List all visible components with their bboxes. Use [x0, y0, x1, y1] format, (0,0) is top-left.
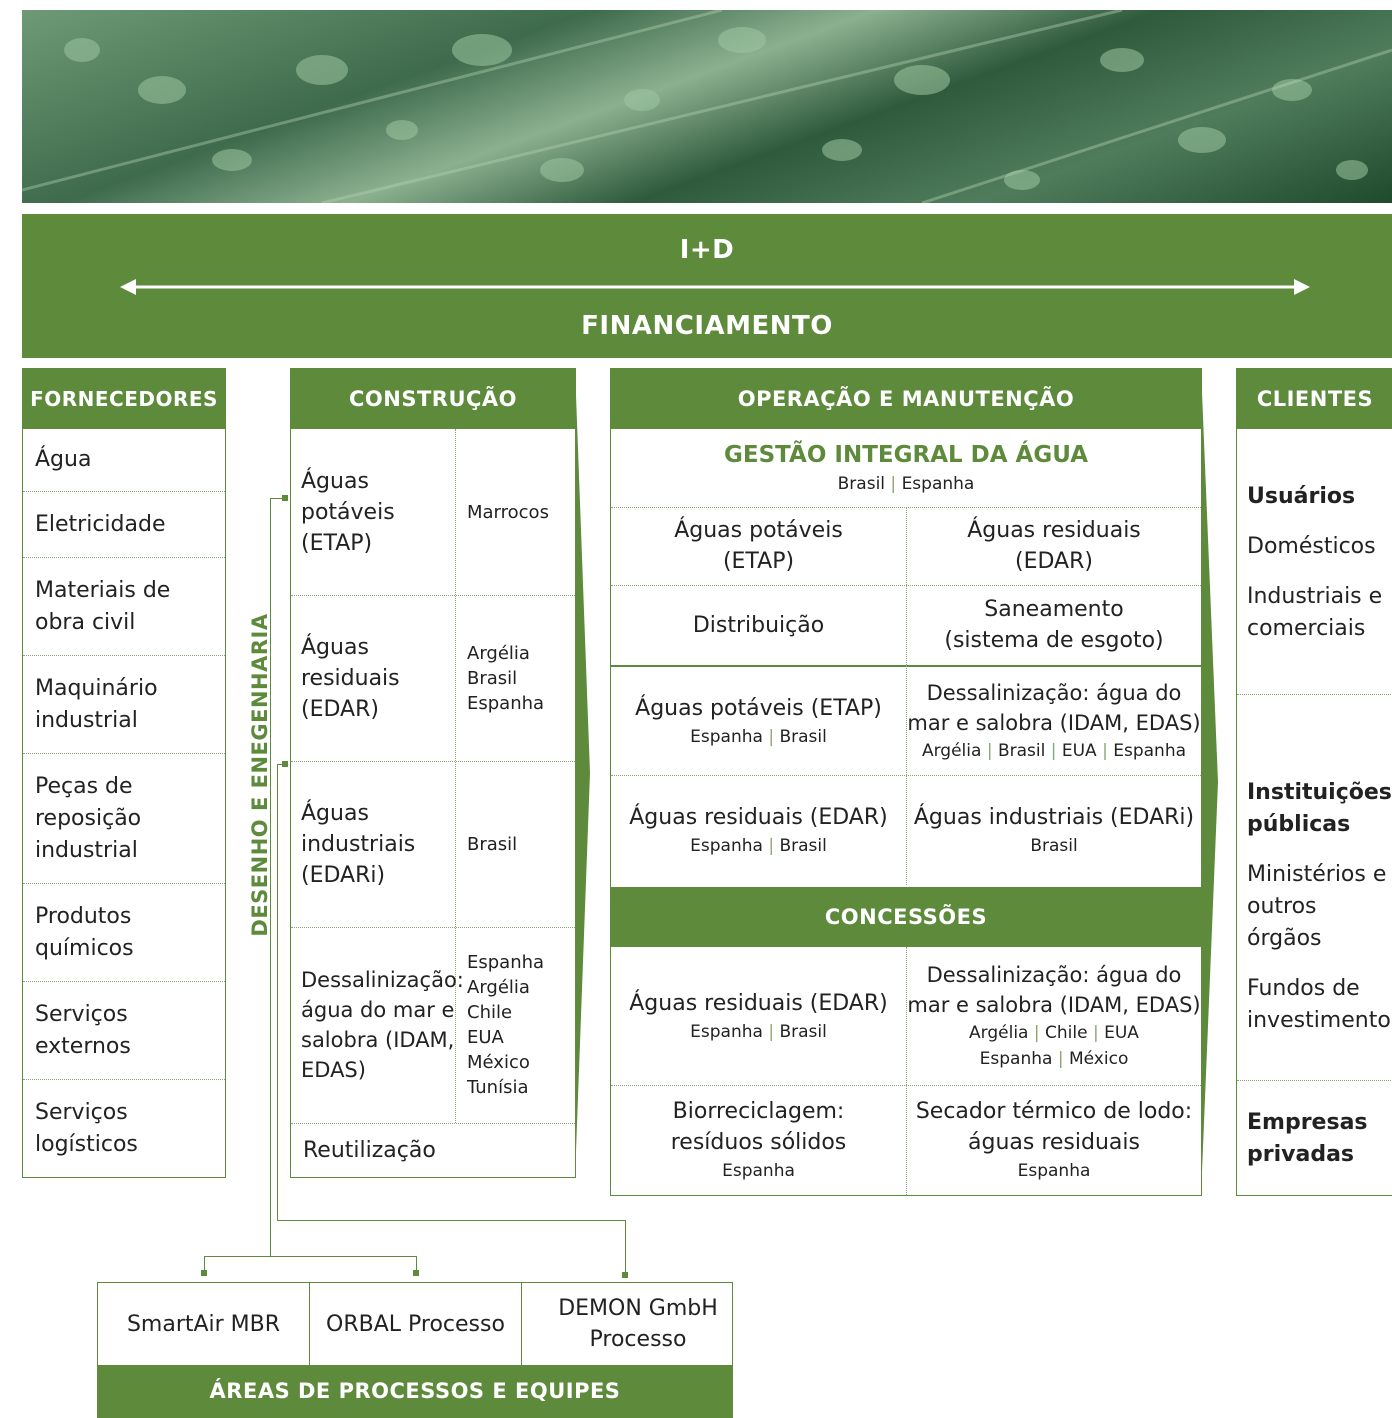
country: México — [1068, 1049, 1129, 1069]
process-item: SmartAir MBR — [126, 1311, 281, 1337]
list-item: Materiais de obra civil — [23, 557, 225, 656]
connector-line — [270, 498, 271, 1256]
concessions-row2-right — [907, 1085, 1201, 1195]
connector-dot — [413, 1270, 419, 1276]
concessions-row1-left: Águas residuais (EDAR) Espanha | Brasil — [611, 947, 906, 1085]
list-item: Peças de reposição industrial — [23, 753, 225, 884]
country: Brasil — [997, 741, 1046, 761]
integral-water-block: GESTÃO INTEGRAL DA ÁGUA Brasil | Espanha — [611, 429, 1201, 507]
om-sanitation-cell: Saneamento (sistema de esgoto) — [944, 597, 1164, 653]
integral-water-title: GESTÃO INTEGRAL DA ÁGUA — [723, 442, 1089, 468]
processes-title: ÁREAS DE PROCESSOS E EQUIPES — [98, 1365, 732, 1417]
clients-panel — [1236, 368, 1392, 1196]
construction-row-countries: Brasil — [467, 833, 518, 855]
rd-label: I+D — [679, 235, 735, 265]
service-name: Secador térmico de lodo: águas residuais — [915, 1099, 1193, 1155]
om-potable-cell: Águas potáveis (ETAP) — [674, 518, 843, 574]
client-group-heading: Usuários — [1247, 484, 1356, 509]
list-item: Maquinário industrial — [23, 655, 225, 754]
connector-line — [277, 764, 278, 1220]
service-name: Águas residuais (EDAR) — [629, 990, 888, 1016]
country: Brasil — [837, 474, 886, 494]
construction-row-countries: Espanha Argélia Chile EUA México Tunísia — [467, 952, 545, 1098]
connector-line — [625, 1220, 626, 1274]
concessions-row2-left — [611, 1085, 906, 1195]
service-name: Águas residuais (EDAR) — [629, 804, 888, 830]
om-title: OPERAÇÃO E MANUTENÇÃO — [611, 369, 1201, 429]
list-item: Água — [35, 447, 92, 472]
service-name: Águas industriais (EDARi) — [913, 804, 1195, 830]
connector-dot — [282, 495, 288, 501]
country: Espanha — [690, 1021, 763, 1042]
leaf-water-drops-image — [22, 10, 1392, 203]
country: Espanha — [690, 726, 763, 747]
country: Argélia — [969, 1023, 1029, 1043]
country: Espanha — [1113, 741, 1187, 761]
client-item: Fundos de investimento — [1247, 976, 1391, 1033]
clients-title: CLIENTES — [1237, 369, 1392, 429]
country: Brasil — [779, 1021, 827, 1042]
construction-title: CONSTRUÇÃO — [291, 369, 575, 429]
double-headed-arrow-icon — [120, 276, 1310, 298]
country: Espanha — [690, 835, 763, 856]
design-engineering-label: DESENHO E ENEGENHARIA — [248, 613, 272, 937]
financing-label: FINANCIAMENTO — [581, 311, 833, 341]
service-name: Dessalinização: água do mar e salobra (IDAM, EDAS) — [907, 963, 1201, 1017]
concessions-row1-right: Dessalinização: água do mar e salobra (IDAM, EDAS) Argélia | Chile | EUA Espanha | México — [907, 947, 1201, 1085]
connector-dot — [201, 1270, 207, 1276]
country: Brasil — [779, 726, 827, 747]
connector-line — [204, 1256, 416, 1257]
construction-row-name: Águas residuais (EDAR) — [301, 634, 400, 722]
country: Espanha — [722, 1161, 795, 1181]
concessions-title: CONCESSÕES — [611, 887, 1201, 947]
construction-reuse: Reutilização — [291, 1123, 575, 1178]
connector-line — [277, 1220, 625, 1221]
country: Espanha — [1017, 1161, 1091, 1181]
country: Espanha — [979, 1049, 1053, 1069]
construction-row-name: Águas potáveis (ETAP) — [301, 468, 395, 556]
list-item: Serviços externos — [23, 981, 225, 1080]
list-item: Eletricidade — [23, 491, 225, 558]
client-group-heading: Instituições públicas — [1247, 780, 1392, 837]
client-item: Domésticos — [1247, 534, 1376, 559]
process-item: ORBAL Processo — [326, 1311, 505, 1337]
construction-row-countries: Argélia Brasil Espanha — [467, 642, 545, 714]
om-distribution-cell: Distribuição — [692, 612, 825, 638]
process-item: DEMON GmbH Processo — [558, 1296, 718, 1352]
om-row1-left: Águas potáveis (ETAP) Espanha | Brasil — [611, 667, 906, 775]
country: Argélia — [921, 741, 982, 761]
client-item: Industriais e comerciais — [1247, 584, 1383, 641]
client-group-heading: Empresas privadas — [1247, 1110, 1368, 1167]
service-name: Águas potáveis (ETAP) — [635, 695, 882, 721]
om-arrow-shape — [1201, 368, 1219, 1196]
om-row1-right: Dessalinização: água do mar e salobra (IDAM, EDAS) Argélia | Brasil | EUA | Espanha — [907, 667, 1201, 775]
suppliers-title: FORNECEDORES — [23, 369, 225, 429]
om-panel — [610, 368, 1202, 1196]
construction-row-name: Dessalinização: água do mar e salobra (IDAM, EDAS) — [301, 968, 464, 1082]
connector-dot — [282, 761, 288, 767]
country: Brasil — [1030, 835, 1078, 856]
country: Espanha — [901, 474, 975, 494]
list-item: Serviços logísticos — [23, 1079, 225, 1178]
client-item: Ministérios e outros órgãos — [1247, 862, 1387, 951]
service-name: Biorreciclagem: resíduos sólidos — [670, 1099, 847, 1155]
list-item: Produtos químicos — [23, 883, 225, 982]
connector-dot — [622, 1272, 628, 1278]
processes-panel — [97, 1282, 733, 1418]
country: EUA — [1104, 1023, 1139, 1043]
construction-row-countries: Marrocos — [467, 501, 549, 523]
country: Brasil — [779, 835, 827, 856]
country: EUA — [1061, 741, 1097, 761]
construction-panel — [290, 368, 576, 1178]
country: Chile — [1045, 1023, 1088, 1043]
construction-row-name: Águas industriais (EDARi) — [301, 800, 416, 888]
om-wastewater-cell: Águas residuais (EDAR) — [967, 518, 1141, 574]
om-row2-right — [907, 775, 1201, 885]
service-name: Dessalinização: água do mar e salobra (IDAM, EDAS) — [907, 681, 1201, 735]
suppliers-panel — [22, 368, 226, 1178]
om-row2-left: Águas residuais (EDAR) Espanha | Brasil — [611, 775, 906, 885]
